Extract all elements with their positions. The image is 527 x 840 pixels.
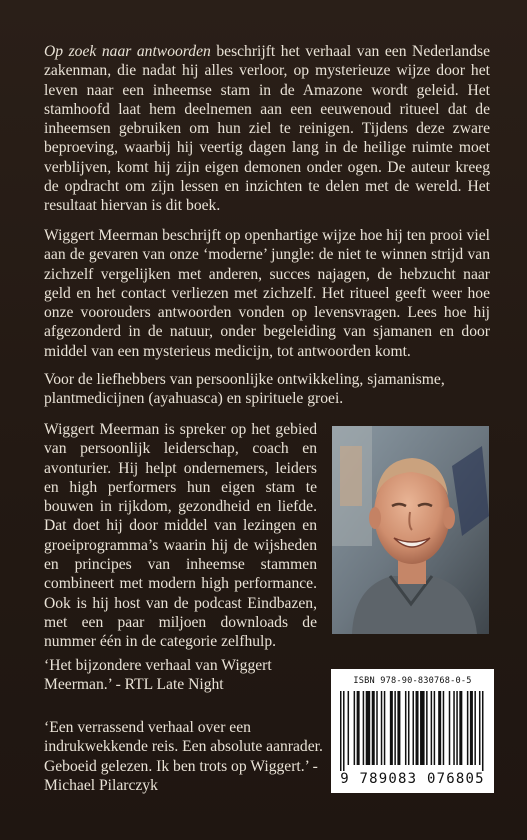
barcode-bar xyxy=(413,691,415,765)
barcode-bar xyxy=(343,691,345,771)
barcode-bar xyxy=(470,691,473,765)
book-title-inline: Op zoek naar antwoorden xyxy=(44,43,211,60)
review-quote-2-source: - Michael Pilarczyk xyxy=(44,757,318,794)
author-photo xyxy=(332,426,489,634)
barcode-bar xyxy=(394,691,396,765)
barcode-bar xyxy=(416,691,419,765)
barcode-bar xyxy=(453,691,455,765)
barcode-bar xyxy=(443,691,445,765)
barcode-bar xyxy=(363,691,365,765)
barcode-bar xyxy=(376,691,378,765)
isbn-label: ISBN 978-90-830768-0-5 xyxy=(353,676,472,686)
barcode-bar xyxy=(357,691,360,765)
barcode-bar xyxy=(405,691,407,765)
barcode-bar xyxy=(434,691,436,765)
barcode-bar xyxy=(431,691,433,765)
barcode-bar xyxy=(482,691,484,771)
barcode-bar xyxy=(479,691,481,765)
barcode-bar xyxy=(467,691,469,765)
review-quote-1 xyxy=(44,656,324,695)
barcode-digits: 9 789083 076805 xyxy=(340,771,485,787)
barcode-bar xyxy=(372,691,375,765)
barcode-bar xyxy=(366,691,371,765)
review-quote-2-text: ‘Een verrassend verhaal over een indrukwekkende reis. Een absolute aanrader. Geboeid gelezen. Ik ben trots op Wiggert.’ xyxy=(44,719,323,775)
description-paragraph-3: Voor de liefhebbers van persoonlijke ontwikkeling, sjamanisme, plantmedicijnen (ayahuasca) en spirituele groei. xyxy=(44,371,445,408)
barcode-bar xyxy=(354,691,356,765)
barcode-bar xyxy=(381,691,383,765)
author-bio: Wiggert Meerman is spreker op het gebied van persoonlijk leiderschap, coach en avonturier. Hij helpt ondernemers, leiders en high performers hun eigen stam te bouwen in rijkdom, gezondheid en liefde. Dat doet hij door middel van lezingen en groeiprogramma’s waarin hij de wijsheden en principes van inheemse stammen combineert met modern high performance. Ook is hij host van de podcast Eindbazen, met een paar miljoen downloads de nummer één in de categorie zelfhulp. xyxy=(44,421,317,651)
barcode-bar xyxy=(426,691,428,765)
barcode-bars xyxy=(340,691,485,771)
barcode-bar xyxy=(474,691,476,765)
description-paragraph-1 xyxy=(44,42,490,216)
barcode-bar xyxy=(459,691,462,765)
author-portrait-illustration xyxy=(332,426,489,634)
barcode-bar xyxy=(348,691,350,765)
review-quote-2 xyxy=(44,718,324,795)
barcode-bar xyxy=(390,691,393,765)
barcode-bar xyxy=(397,691,400,765)
description-paragraph-1-text: beschrijft het verhaal van een Nederlandse zakenman, die nadat hij alles verloor, op mysterieuze wijze door het leven naar een inheemse stam in de Amazone wordt geleid. Het stamhoofd laat hem deelnemen aan een eeuwenoud ritueel dat de inheemsen gebruiken om hun ziel te reinigen. Tijdens deze zware beproeving, waarbij hij veertig dagen lang in de heilige ruimte moet verblijven, komt hij zijn eigen demonen onder ogen. De auteur kreeg de opdracht om zijn lessen en inzichten te delen met de wereld. Het resultaat hiervan is dit boek. xyxy=(44,43,490,215)
review-quote-1-source: - RTL Late Night xyxy=(111,676,224,694)
barcode-bar xyxy=(438,691,441,765)
barcode-bar xyxy=(456,691,458,765)
barcode-bar xyxy=(408,691,410,765)
barcode-bar xyxy=(384,691,386,765)
description-paragraph-2: Wiggert Meerman beschrijft op openhartige wijze hoe hij ten prooi viel aan de gevaren van onze ‘moderne’ jungle: de niet te winnen strijd van zichzelf vergelijken met anderen, succes najagen, de hebzucht naar geld en het contact verliezen met zichzelf. Het ritueel geeft weer hoe onze voorouders antwoorden vonden op levensvragen. Lees hoe hij afgezonderd in de natuur, onder begeleiding van sjamanen en door middel van een mysterieus medicijn, tot antwoorden komt. xyxy=(44,227,490,360)
isbn-barcode xyxy=(331,669,494,793)
barcode-bar xyxy=(340,691,342,771)
review-quote-1-text: ‘Het bijzondere verhaal van Wiggert Meerman.’ xyxy=(44,657,272,694)
barcode-bar xyxy=(449,691,451,765)
barcode-bar xyxy=(420,691,425,765)
